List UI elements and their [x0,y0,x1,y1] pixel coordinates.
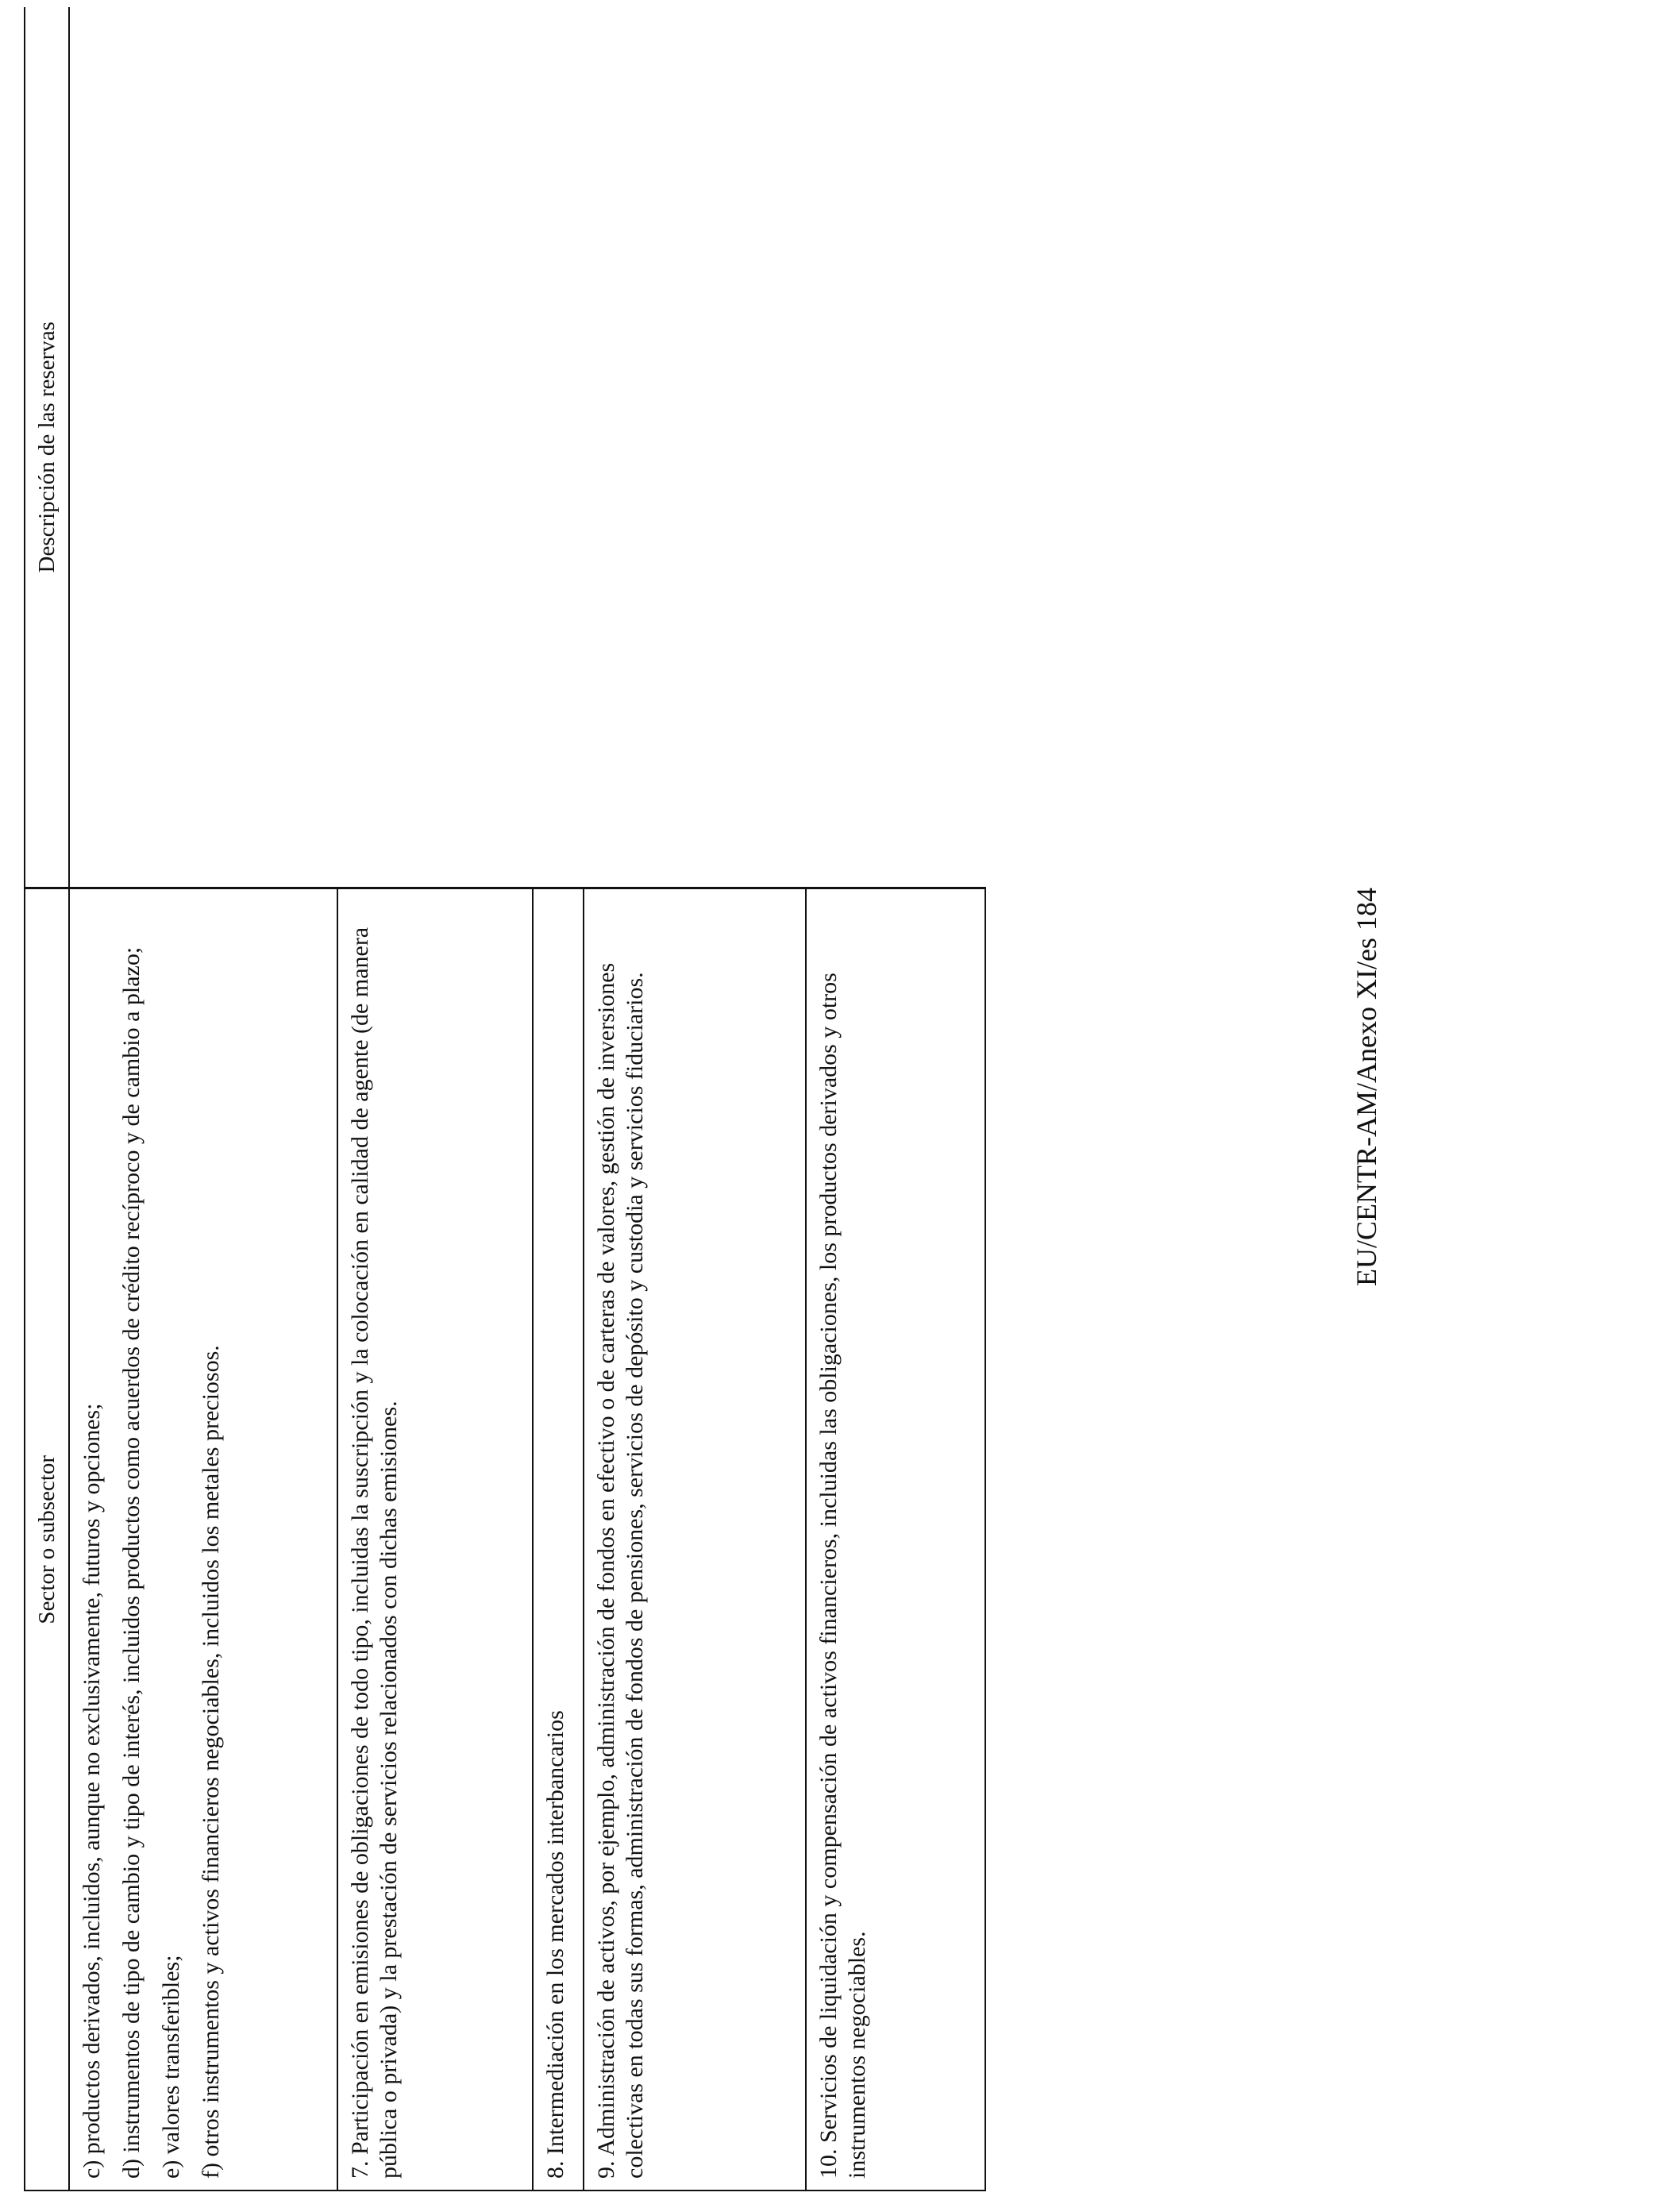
sector-item: d) instrumentos de tipo de cambio y tipo de interés, incluidos productos como acuerdos de crédito recíproco y de cambio a plazo; [118,946,144,2179]
sector-item: c) productos derivados, incluidos, aunque no exclusivamente, futuros y opciones; [79,1403,105,2179]
sector-cell [69,888,985,2191]
sector-row-2 [338,890,534,2191]
table-header-row [25,7,69,2191]
document-reference: EU/CENTR-AM/Anexo XI/es 184 [1351,888,1382,1286]
sector-row-5 [807,890,965,2191]
sector-row-4 [584,890,807,2191]
rotated-page-content [24,8,986,2191]
table-body-row [69,7,985,2191]
header-sector: Sector o subsector [25,888,69,2191]
header-description: Descripción de las reservas [25,7,69,888]
sector-row-3 [534,890,584,2191]
sector-item: e) valores transferibles; [158,1955,184,2179]
sector-row-1 [70,890,338,2191]
sector-item: 9. Administración de activos, por ejemplo, administración de fondos en efectivo o de carteras de valores, gestión de inversiones colectivas en todas sus formas, administración de fondos de pensiones, servicios de depósito y custodia y servicios fiduciarios. [593,962,648,2179]
sector-item: 10. Servicios de liquidación y compensación de activos financieros, incluidas las obligaciones, los productos derivados y otros instrumentos negociables. [815,973,870,2179]
sector-item: 8. Intermediación en los mercados interbancarios [542,1710,568,2179]
sector-item: f) otros instrumentos y activos financieros negociables, incluidos los metales preciosos. [198,1345,224,2179]
description-cell [69,7,985,888]
reserves-table [24,7,986,2191]
sector-item: 7. Participación en emisiones de obligaciones de todo tipo, incluidas la suscripción y la colocación en calidad de agente (de manera pública o privada) y la prestación de servicios relacionados con dichas emisiones. [347,927,402,2179]
